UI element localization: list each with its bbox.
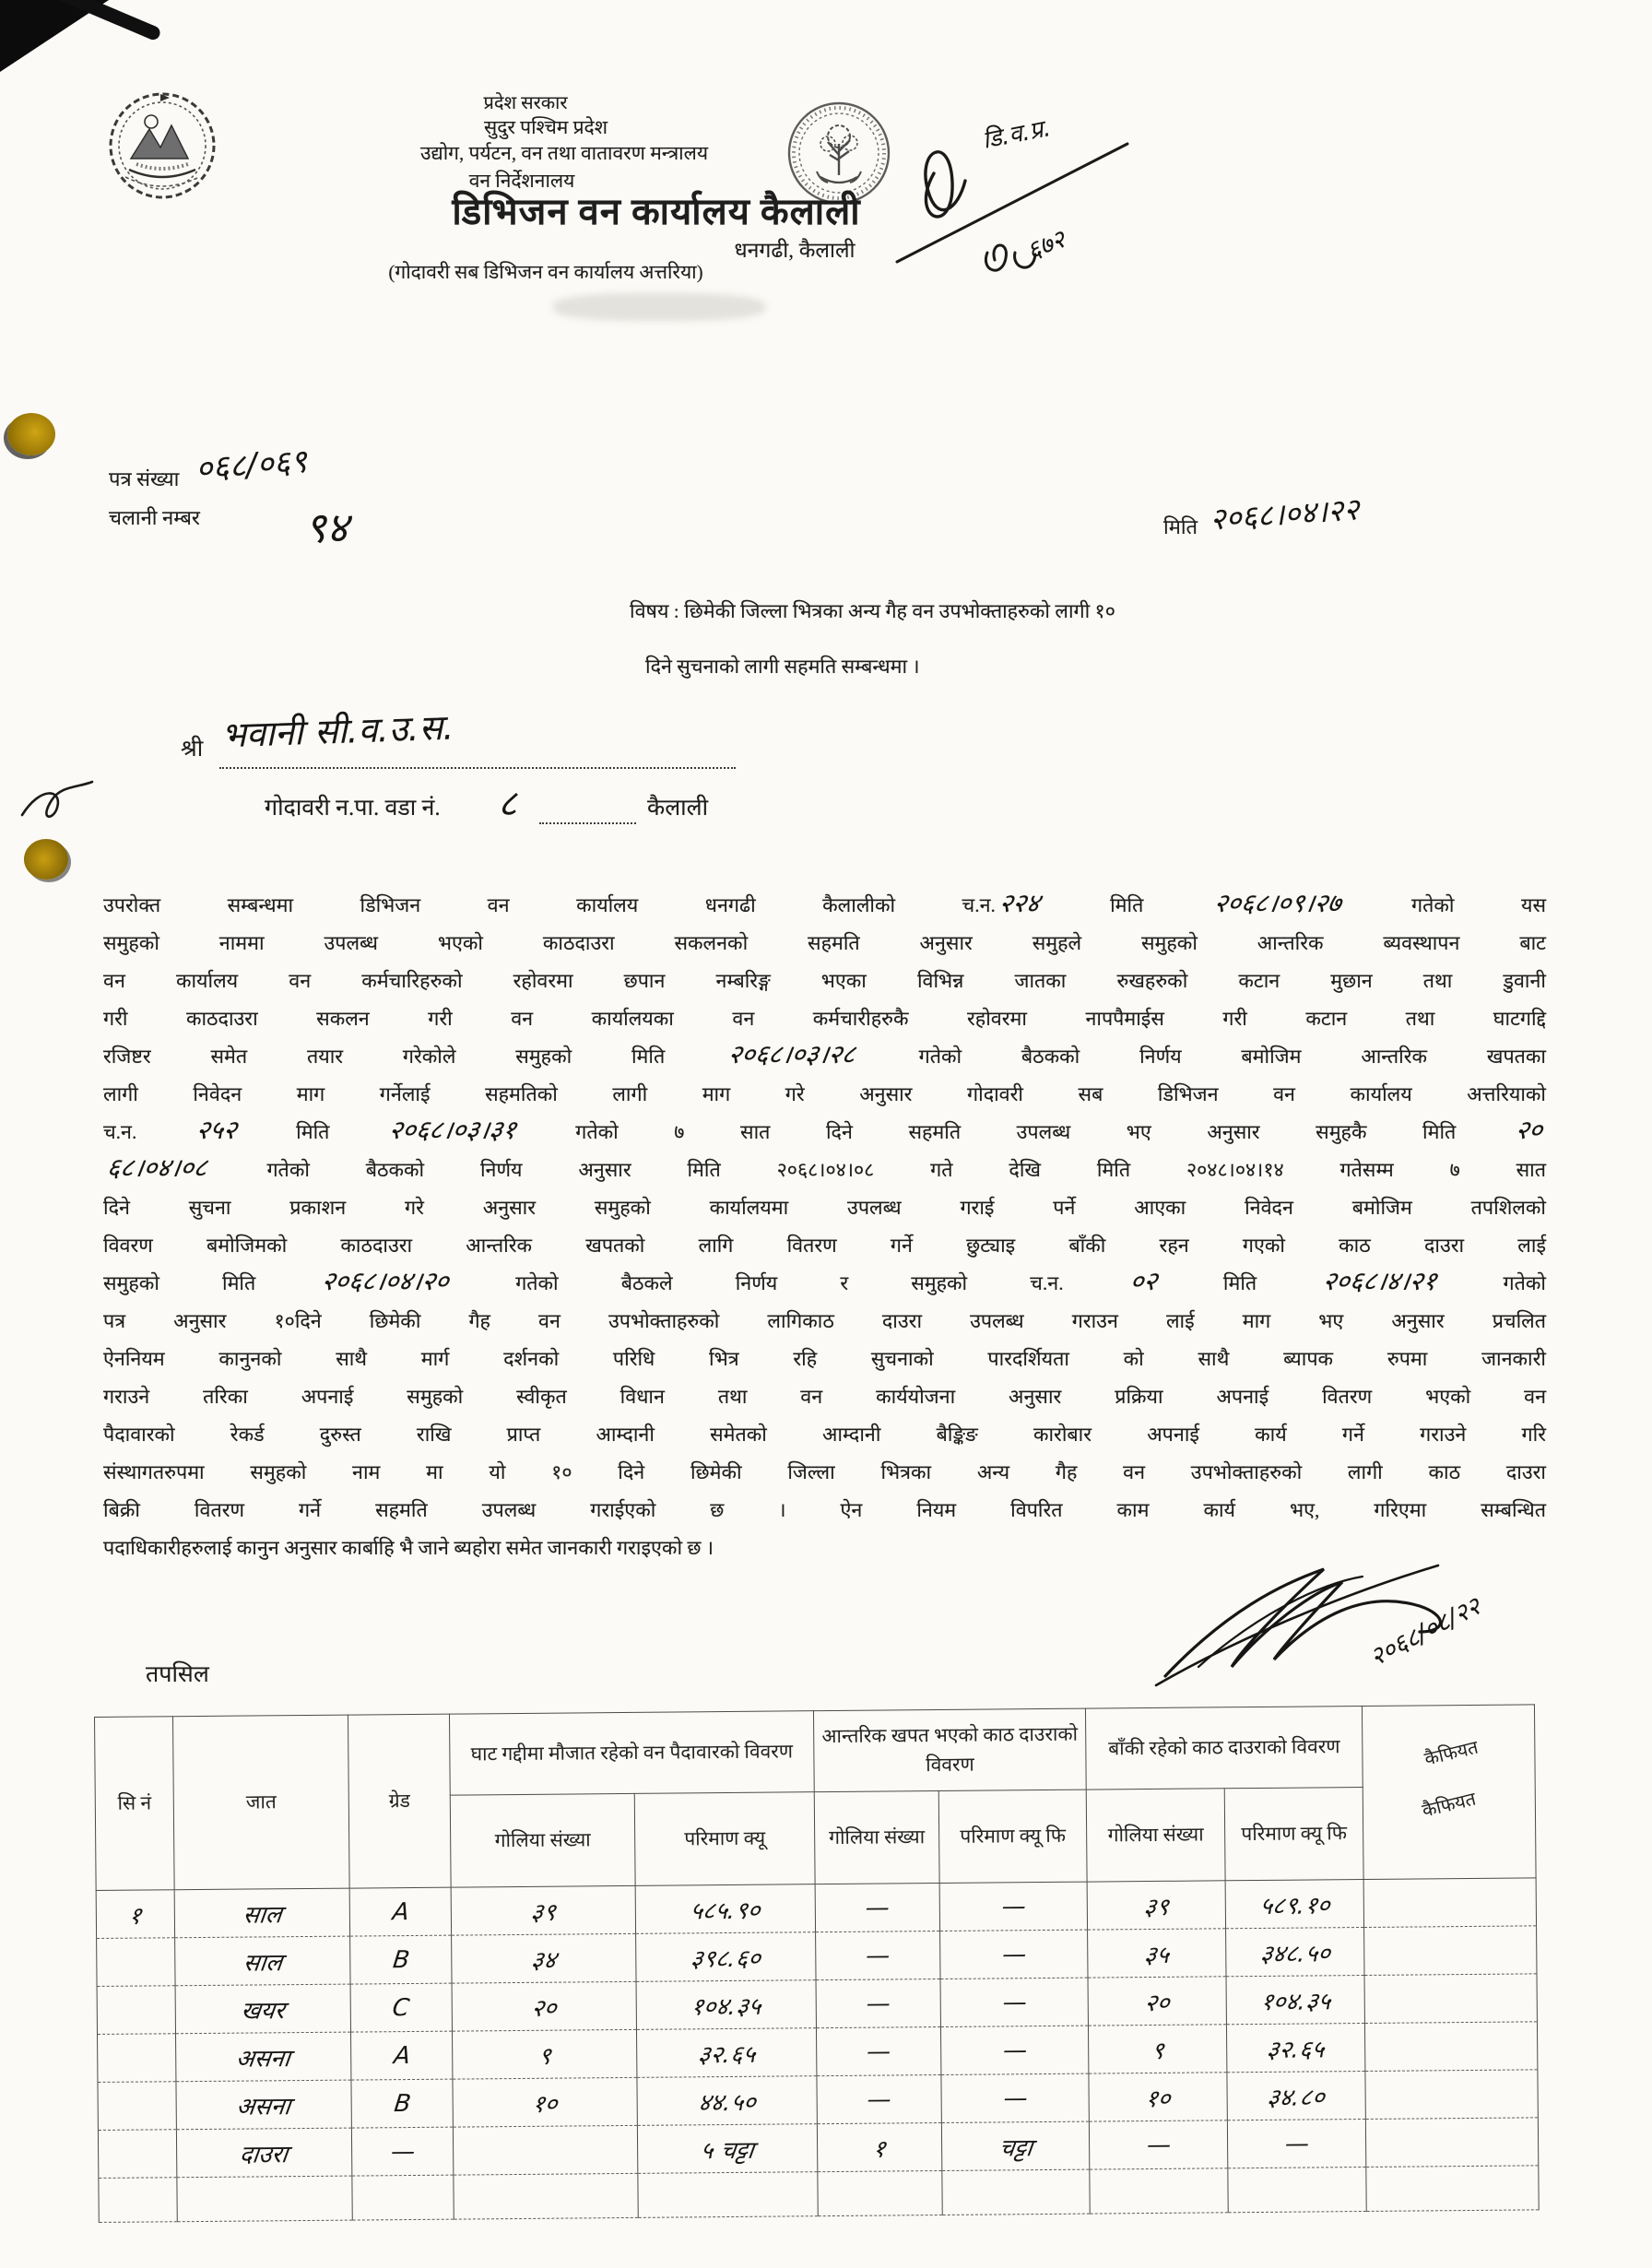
handwritten-insert: २०६८।०४।२० xyxy=(320,1266,452,1296)
table-cell-r3c10 xyxy=(1364,1974,1537,2024)
handwritten-insert: २०६८।०९।२७ xyxy=(1211,888,1343,918)
body-line-13: ऐननियम कानुनको साथै मार्ग दर्शनको परिधि भित्र रहि सुचनाको पारदर्शियता को साथै ब्यापक रुपमा जानकारी xyxy=(103,1348,1546,1370)
date-value: २०६८।०४।२२ xyxy=(1208,490,1361,537)
table-cell-r7c9 xyxy=(1228,2167,1366,2212)
table-cell-r6c1 xyxy=(98,2130,176,2179)
sub-office-line: (गोदावरी सब डिभिजन वन कार्यालय अत्तरिया) xyxy=(388,261,703,283)
annotation-scribble-icon xyxy=(880,72,1175,293)
table-cell-r5c10 xyxy=(1365,2070,1538,2120)
table-cell-r7c4 xyxy=(454,2173,638,2219)
handwritten-cell-value: साल xyxy=(241,1948,284,1978)
handwritten-cell-value: ३४८.५० xyxy=(1257,1939,1332,1968)
addressee-dotted-line xyxy=(219,767,736,769)
annotation-text: डि.व.प्र. xyxy=(980,114,1054,155)
col-header-sn: सि नं xyxy=(95,1717,175,1891)
sub-header-3-1: गोलिया संख्या xyxy=(1086,1789,1225,1882)
handwritten-cell-value: ५ चट्टा xyxy=(699,2136,756,2165)
sub-header-3-2: परिमाण क्यू फि xyxy=(1224,1787,1363,1880)
handwritten-cell-value: — xyxy=(864,1893,891,1922)
table-cell-r1c1 xyxy=(96,1890,174,1939)
table-cell-r4c3 xyxy=(350,2031,452,2080)
table-cell-r7c2 xyxy=(177,2176,352,2222)
gov-line-4: वन निर्देशनालय xyxy=(468,170,575,192)
table-cell-r1c9 xyxy=(1225,1879,1363,1928)
handwritten-cell-value: — xyxy=(865,1989,892,2018)
table-cell-r5c2 xyxy=(176,2080,351,2130)
handwritten-insert: ६८।०४।०८ xyxy=(104,1152,209,1183)
table-cell-r3c9 xyxy=(1226,1975,1364,2024)
government-emblem-logo xyxy=(103,85,221,207)
table-cell-r4c6 xyxy=(816,2026,940,2075)
handwritten-cell-value: ९ xyxy=(1150,2037,1165,2065)
handwritten-cell-value: B xyxy=(392,2089,412,2118)
subject-line-2: दिने सुचनाको लागी सहमति सम्बन्धमा । xyxy=(645,656,920,678)
handwritten-cell-value: — xyxy=(1001,2084,1029,2112)
table-cell-r6c3 xyxy=(351,2127,453,2176)
handwritten-cell-value: २० xyxy=(529,1994,559,2023)
handwritten-cell-value: २० xyxy=(1142,1989,1172,2017)
handwritten-cell-value: — xyxy=(1282,2130,1311,2158)
handwritten-cell-value: साल xyxy=(241,1900,283,1930)
table-cell-r6c8 xyxy=(1089,2120,1227,2169)
handwritten-cell-value: A xyxy=(392,2041,412,2070)
handwritten-cell-value: दाउरा xyxy=(238,2140,290,2169)
dispatch-no-value: ९४ xyxy=(304,502,348,552)
addressee-district: कैलाली xyxy=(647,796,709,821)
body-line-14: गराउने तरिका अपनाई समुहको स्वीकृत विधान तथा वन कार्ययोजना अनुसार प्रक्रिया अपनाई वितरण भएको वन xyxy=(103,1386,1546,1408)
table-cell-r4c5 xyxy=(636,2028,816,2078)
table-cell-r5c1 xyxy=(98,2082,176,2131)
handwritten-cell-value: — xyxy=(864,1941,892,1970)
table-cell-r3c7 xyxy=(940,1978,1088,2026)
table-cell-r6c9 xyxy=(1227,2119,1365,2168)
table-cell-r2c10 xyxy=(1364,1926,1537,1976)
body-line-3: वन कार्यालय वन कर्मचारिहरुको रहोवरमा छपान नम्बरिङ्ग भएका विभिन्न जातका रुखहरुको कटान मुछान तथा डुवानी xyxy=(103,970,1546,992)
table-cell-r2c5 xyxy=(636,1932,816,1982)
handwritten-cell-value: — xyxy=(1000,2036,1029,2064)
table-cell-r7c10 xyxy=(1366,2166,1539,2212)
punch-hole-bottom xyxy=(24,839,68,880)
top-right-annotation xyxy=(880,72,1175,293)
handwritten-insert: २५२ xyxy=(194,1115,239,1145)
ward-dotted-line xyxy=(539,822,636,824)
nepal-emblem-icon xyxy=(103,85,221,207)
table-cell-r5c4 xyxy=(453,2077,637,2127)
body-line-15: पैदावारको रेकर्ड दुरुस्त राखि प्राप्त आम्दानी समेतको आम्दानी बैङ्किङ कारोबार अपनाई कार्य गर्ने गराउने गरि xyxy=(103,1423,1546,1446)
handwritten-cell-value: १ xyxy=(127,1902,144,1931)
handwritten-cell-value: C xyxy=(391,1993,412,2022)
gov-line-2: सुदुर पश्चिम प्रदेश xyxy=(483,116,608,138)
table-cell-r7c5 xyxy=(638,2172,818,2218)
handwritten-cell-value: A xyxy=(390,1897,410,1926)
handwritten-cell-value: — xyxy=(865,2085,893,2114)
gov-line-3: उद्योग, पर्यटन, वन तथा वातावरण मन्त्रालय xyxy=(419,142,709,164)
handwritten-cell-value: — xyxy=(1000,1940,1028,1968)
signature-date: २०६८/०८/२२ xyxy=(1364,1591,1486,1672)
body-line-5: रजिष्टर समेत तयार गरेकोले समुहको मिति २०६८।०३।२८ गतेको बैठकको निर्णय बमोजिम आन्तरिक खपतका xyxy=(103,1039,1546,1069)
annotation-number: ६७२ xyxy=(1022,225,1070,266)
table-cell-r3c8 xyxy=(1088,1977,1226,2026)
handwritten-insert: २२४ xyxy=(997,888,1042,918)
handwritten-cell-value: ३९ xyxy=(528,1898,558,1927)
table-cell-r6c5 xyxy=(637,2124,817,2174)
table-cell-r2c7 xyxy=(940,1930,1088,1979)
handwritten-cell-value: असना xyxy=(234,2092,292,2121)
table-cell-r4c8 xyxy=(1088,2025,1226,2073)
handwritten-cell-value: — xyxy=(1144,2131,1173,2159)
handwritten-insert: ०२ xyxy=(1127,1266,1160,1296)
body-line-12: पत्र अनुसार १०दिने छिमेकी गैह वन उपभोक्ताहरुको लागिकाठ दाउरा उपलब्ध गराउन लाई माग भए अनुसार प्रचलित xyxy=(103,1310,1546,1332)
body-line-8: ६८।०४।०८ गतेको बैठकको निर्णय अनुसार मिति २०६८।०४।०८ गते देखि मिति २०४८।०४।१४ गतेसम्म ७ सात xyxy=(103,1152,1546,1189)
addressee-ward: ८ xyxy=(498,783,517,825)
remarks-label-top: कैफियत xyxy=(1422,1737,1481,1770)
table-cell-r1c2 xyxy=(174,1888,349,1938)
table-cell-r5c8 xyxy=(1089,2073,1227,2121)
handwritten-insert: २०६८।०३।३१ xyxy=(386,1115,519,1145)
handwritten-cell-value: ३४.८० xyxy=(1266,2083,1327,2112)
col-header-grade: ग्रेड xyxy=(348,1714,451,1888)
addressee-address-prefix: गोदावरी न.पा. वडा नं. xyxy=(265,796,441,821)
table-cell-r2c9 xyxy=(1226,1927,1364,1976)
col-header-species: जात xyxy=(173,1715,350,1890)
table-cell-r3c2 xyxy=(175,1984,350,2034)
body-line-4: गरी काठदाउरा सकलन गरी वन कार्यालयका वन कर्मचारीहरुकै रहोवरमा नापपैमाईस गरी कटान तथा घाटगद्दि xyxy=(103,1008,1546,1030)
table-cell-r2c3 xyxy=(350,1935,452,1984)
table-cell-r5c6 xyxy=(817,2074,941,2123)
table-cell-r3c1 xyxy=(97,1986,175,2035)
body-line-6: लागी निवेदन माग गर्नेलाई सहमतिको लागी माग गरे अनुसार गोदावरी सब डिभिजन वन कार्यालय अत्तरियाको xyxy=(103,1083,1546,1105)
signature-scribble-icon xyxy=(1143,1529,1586,1695)
table-cell-r4c1 xyxy=(98,2034,176,2083)
table-cell-r2c6 xyxy=(816,1931,940,1980)
signature-block xyxy=(1143,1529,1586,1695)
handwritten-cell-value: १०४.३५ xyxy=(689,1992,763,2021)
table-cell-r5c5 xyxy=(637,2076,817,2126)
body-line-1: उपरोक्त सम्बन्धमा डिभिजन वन कार्यालय धनगढी कैलालीको च.न.२२४ मिति २०६८।०९।२७ गतेको यस xyxy=(103,888,1546,918)
handwritten-insert: २० xyxy=(1513,1115,1545,1145)
handwritten-cell-value: असना xyxy=(234,2044,292,2073)
handwritten-cell-value: — xyxy=(1000,1988,1028,2016)
table-cell-r4c4 xyxy=(452,2029,636,2079)
sub-header-2-1: गोलिया संख्या xyxy=(814,1791,939,1884)
office-title: डिभिजन वन कार्यालय कैलाली xyxy=(452,191,861,232)
table-cell-r6c10 xyxy=(1365,2118,1538,2168)
table-cell-r1c10 xyxy=(1363,1878,1536,1928)
table-cell-r4c10 xyxy=(1364,2022,1537,2072)
handwritten-cell-value: ३५ xyxy=(1142,1941,1171,1969)
table-cell-r1c3 xyxy=(349,1887,451,1936)
body-line-11: समुहको मिति २०६८।०४।२० गतेको बैठकले निर्णय र समुहको च.न. ०२ मिति २०६८।४।२१ गतेको xyxy=(103,1266,1546,1296)
gov-line-1: प्रदेश सरकार xyxy=(483,93,568,113)
table-cell-r3c5 xyxy=(636,1980,816,2030)
handwritten-insert: २०६८।०३।२८ xyxy=(726,1039,858,1069)
handwritten-cell-value: ९ xyxy=(537,2042,552,2071)
table-cell-r5c7 xyxy=(941,2073,1089,2122)
tick-scribble-icon xyxy=(15,774,100,828)
table-cell-r7c1 xyxy=(99,2178,177,2223)
sub-header-1-1: गोलिया संख्या xyxy=(450,1793,635,1887)
table-cell-r4c2 xyxy=(176,2032,351,2082)
letter-no-label: पत्र संख्या xyxy=(109,467,180,490)
table-cell-r1c7 xyxy=(939,1882,1087,1931)
sub-header-2-2: परिमाण क्यू फि xyxy=(938,1790,1087,1883)
handwritten-cell-value: ३९ xyxy=(1141,1893,1171,1921)
margin-tick-mark xyxy=(15,774,100,828)
body-line-2: समुहको नाममा उपलब्ध भएको काठदाउरा सकलनको सहमति अनुसार समुहले समुहको आन्तरिक ब्यवस्थापन बाट xyxy=(103,932,1546,954)
body-line-10: विवरण बमोजिमको काठदाउरा आन्तरिक खपतको लागि वितरण गर्ने छुट्याइ बाँकी रहन गएको काठ दाउरा लाई xyxy=(103,1234,1546,1257)
table-cell-r5c3 xyxy=(351,2079,453,2128)
table-cell-r7c6 xyxy=(818,2170,942,2215)
handwritten-cell-value: — xyxy=(999,1892,1028,1920)
table-cell-r4c9 xyxy=(1226,2023,1364,2072)
table-cell-r4c7 xyxy=(940,2026,1088,2074)
remarks-label-bottom: कैफियत xyxy=(1420,1789,1479,1822)
group-header-2: आन्तरिक खपत भएको काठ दाउराको विवरण xyxy=(813,1708,1086,1792)
table-cell-r2c4 xyxy=(452,1933,636,1983)
office-address: धनगढी, कैलाली xyxy=(734,239,856,262)
table-cell-r3c6 xyxy=(816,1979,940,2027)
handwritten-cell-value: चट्टा xyxy=(997,2133,1034,2162)
table-cell-r7c8 xyxy=(1090,2168,1228,2214)
table-cell-r7c3 xyxy=(352,2175,454,2220)
table-cell-r2c1 xyxy=(97,1938,175,1987)
letter-no-value: ०६८/०६९ xyxy=(194,443,309,489)
handwritten-cell-value: ५८९.१० xyxy=(1257,1891,1331,1920)
table-cell-r6c7 xyxy=(941,2121,1089,2170)
handwritten-insert: २०६८।४।२१ xyxy=(1321,1266,1439,1296)
tapasil-heading: तपसिल xyxy=(146,1662,209,1687)
handwritten-cell-value: ३२.६५ xyxy=(1265,2035,1327,2064)
col-header-remarks xyxy=(1362,1705,1536,1880)
details-table xyxy=(94,1704,1540,2223)
handwritten-cell-value: — xyxy=(388,2137,417,2166)
table-cell-r1c4 xyxy=(451,1885,635,1935)
handwritten-cell-value: ४४.५० xyxy=(696,2088,758,2117)
table-cell-r2c8 xyxy=(1088,1929,1226,1978)
table-cell-r5c9 xyxy=(1227,2071,1365,2120)
handwritten-cell-value: ३२.६५ xyxy=(696,2040,757,2069)
handwritten-cell-value: ३९८.६० xyxy=(689,1944,762,1973)
addressee-salutation: श्री xyxy=(181,737,204,762)
body-line-7: च.न. २५२ मिति २०६८।०३।३१ गतेको ७ सात दिने सहमति उपलब्ध भए अनुसार समुहकै मिति २० xyxy=(103,1114,1546,1152)
body-line-9: दिने सुचना प्रकाशन गरे अनुसार समुहको कार्यालयमा उपलब्ध गराई पर्ने आएका निवेदन बमोजिम तपशिलको xyxy=(103,1197,1546,1219)
group-header-1: घाट गद्दीमा मौजात रहेको वन पैदावारको विवरण xyxy=(449,1711,814,1795)
table-cell-r3c3 xyxy=(350,1983,452,2032)
table-cell-r6c4 xyxy=(453,2125,637,2175)
handwritten-cell-value: १० xyxy=(1143,2085,1173,2113)
table-cell-r6c2 xyxy=(176,2128,351,2178)
table-cell-r1c6 xyxy=(815,1884,939,1932)
scan-smudge xyxy=(553,293,765,321)
table-cell-r7c7 xyxy=(942,2169,1090,2215)
handwritten-cell-value: खयर xyxy=(239,1996,287,2026)
table-cell-r1c5 xyxy=(635,1884,815,1934)
letter-body xyxy=(103,887,1546,1567)
addressee-name: भवानी सी.व.उ.स. xyxy=(220,706,454,756)
table-cell-r6c6 xyxy=(817,2122,941,2171)
subject-line-1: विषय : छिमेकी जिल्ला भित्रका अन्य गैह वन उपभोक्ताहरुको लागी १० xyxy=(630,600,1115,622)
handwritten-cell-value: १०४.३५ xyxy=(1258,1987,1332,2016)
punch-hole-top xyxy=(7,413,55,455)
group-header-3: बाँकी रहेको काठ दाउराको विवरण xyxy=(1085,1706,1363,1790)
handwritten-cell-value: १० xyxy=(530,2090,560,2119)
dispatch-no-label: चलानी नम्बर xyxy=(109,506,200,529)
handwritten-cell-value: १ xyxy=(871,2135,888,2164)
handwritten-cell-value: — xyxy=(865,2037,892,2066)
table-cell-r1c8 xyxy=(1087,1881,1225,1930)
body-line-16: संस्थागतरुपमा समुहको नाम मा यो १० दिने छिमेकी जिल्ला भित्रका अन्य गैह वन उपभोक्ताहरुको लागी काठ दाउरा xyxy=(103,1461,1546,1483)
body-line-18: पदाधिकारीहरुलाई कानुन अनुसार कार्बाहि भै जाने ब्यहोरा समेत जानकारी गराइएको छ । xyxy=(103,1537,714,1559)
date-label: मिति xyxy=(1163,515,1198,538)
handwritten-cell-value: B xyxy=(391,1945,411,1974)
table-cell-r3c4 xyxy=(452,1981,636,2031)
table-cell-r2c2 xyxy=(175,1936,350,1986)
sub-header-1-2: परिमाण क्यू xyxy=(634,1792,815,1886)
handwritten-cell-value: ३४ xyxy=(529,1946,558,1975)
body-line-17: बिक्री वितरण गर्ने सहमति उपलब्ध गराईएको छ । ऐन नियम विपरित काम कार्य भए, गरिएमा सम्बन्धित xyxy=(103,1499,1546,1521)
handwritten-cell-value: ५८५.९० xyxy=(688,1896,762,1925)
